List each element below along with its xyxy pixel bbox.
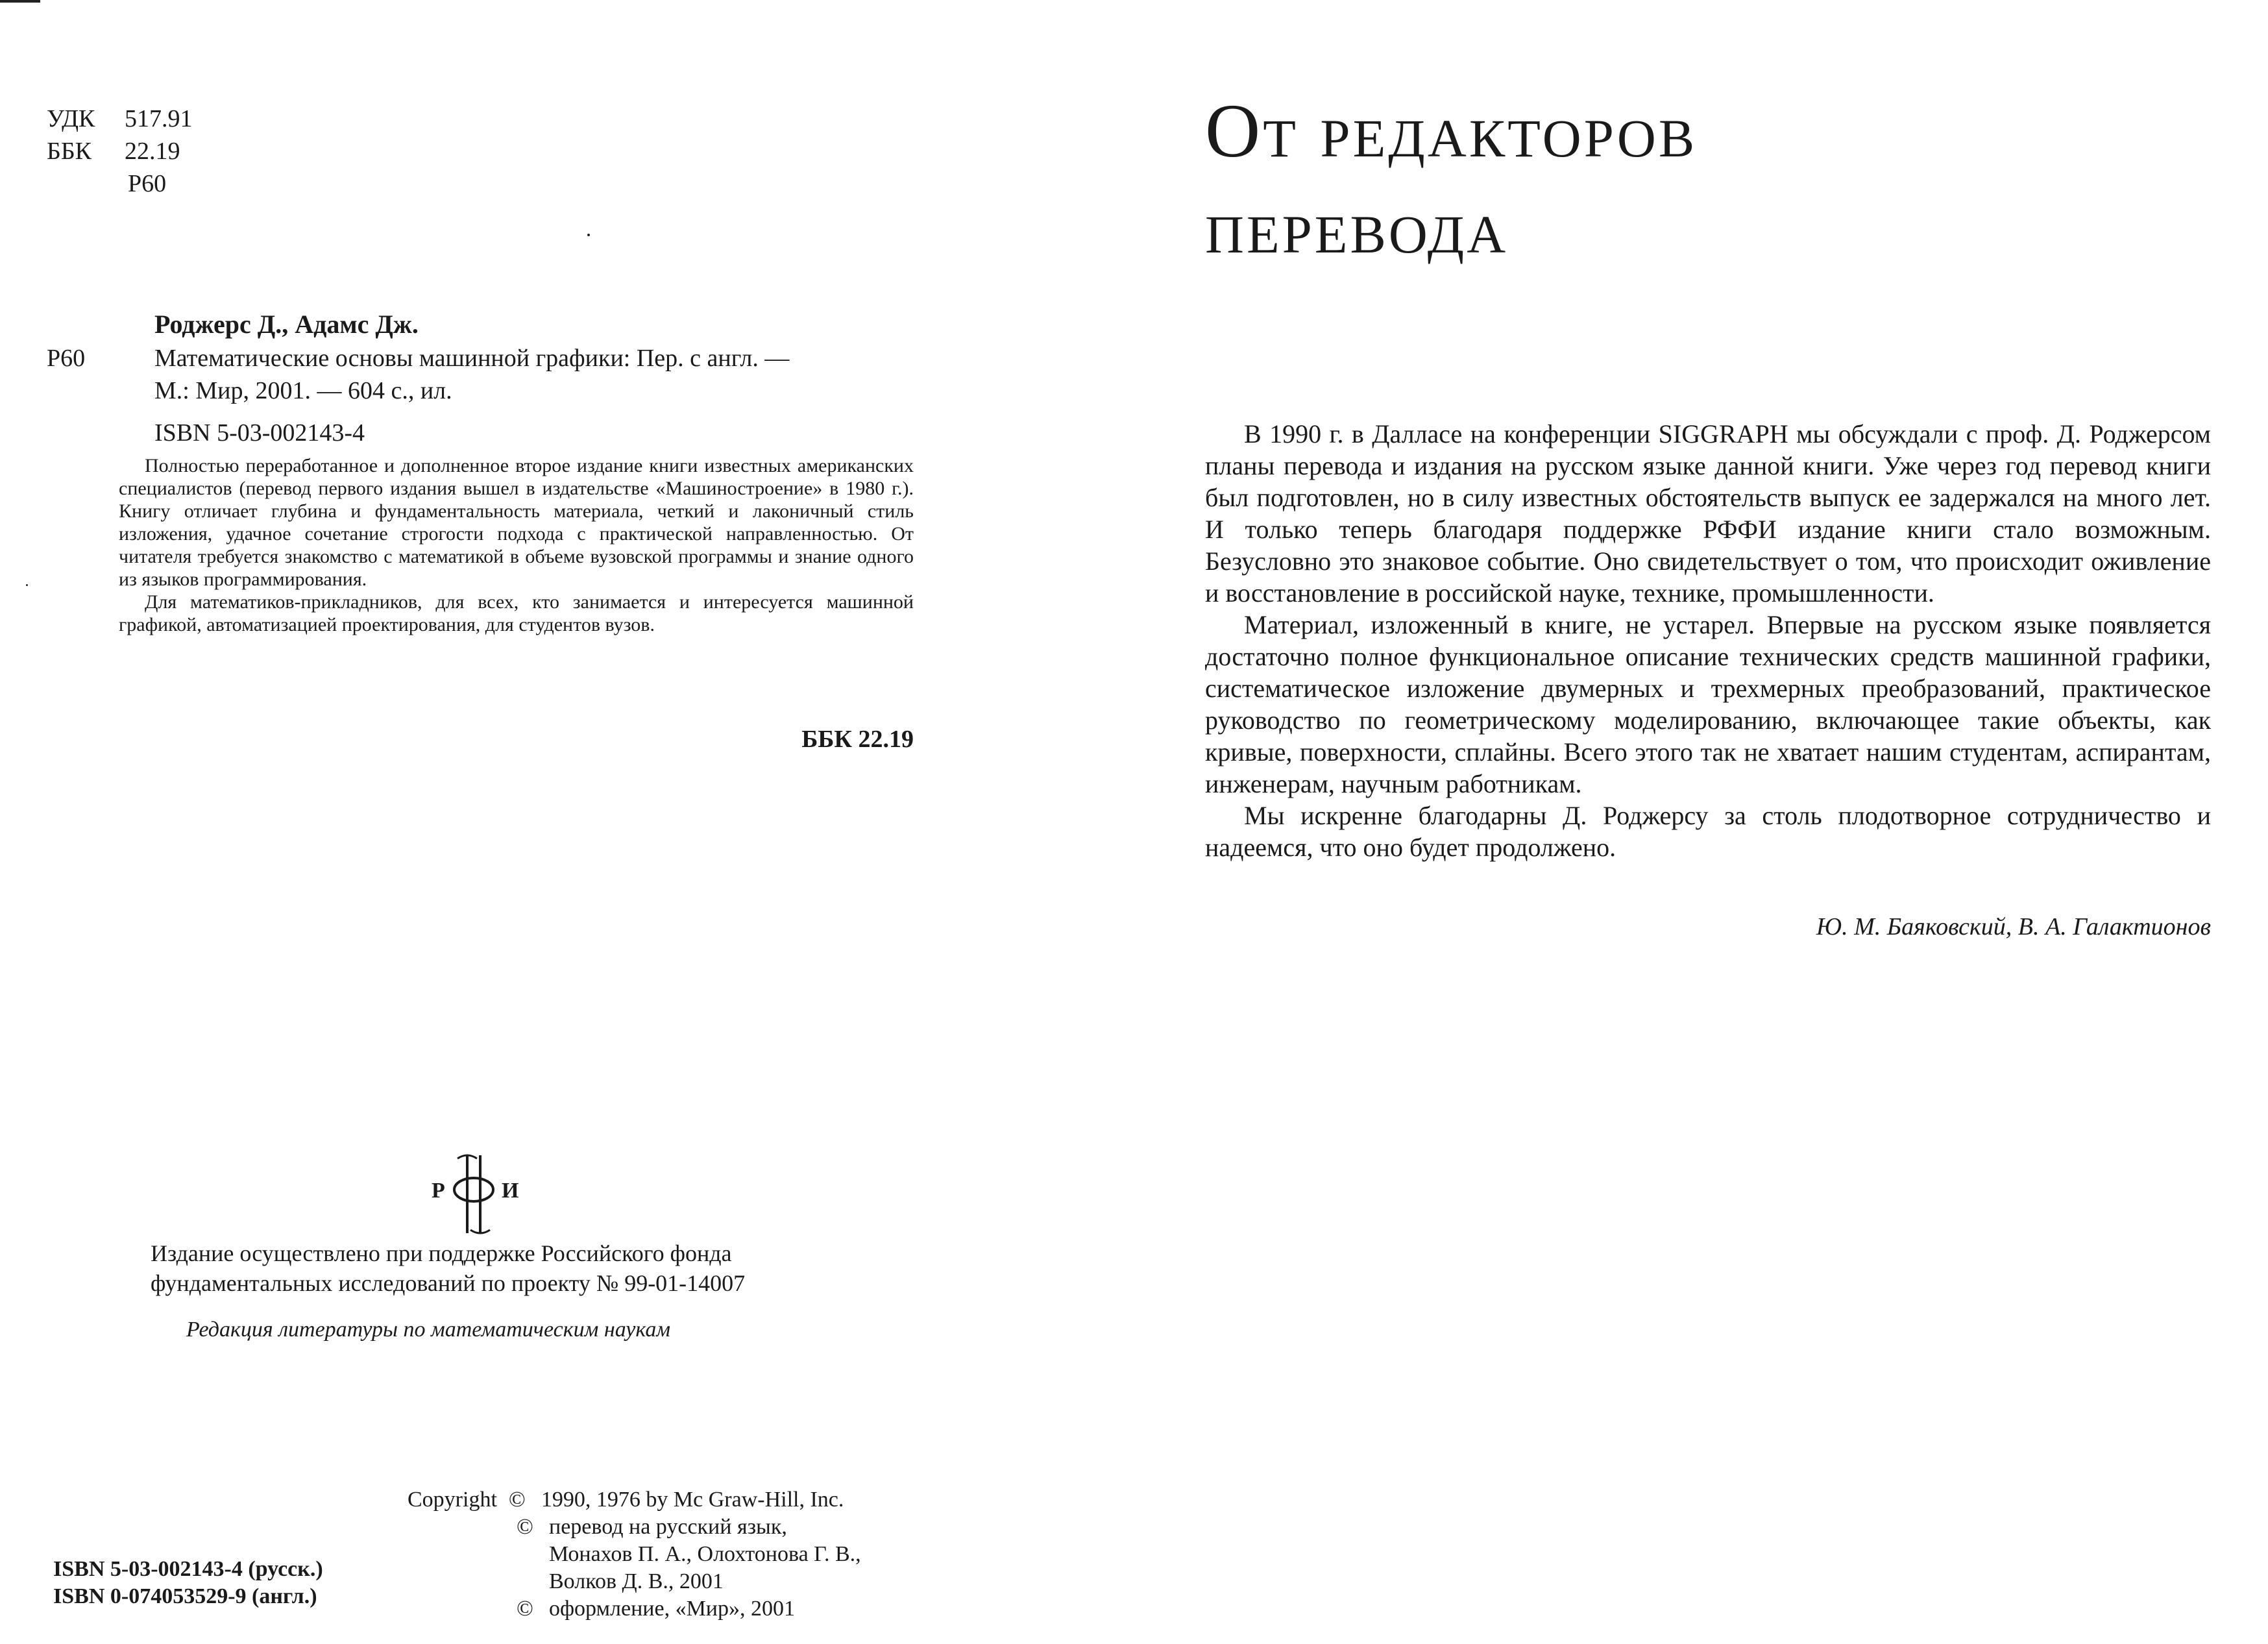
udk-row — [47, 103, 193, 135]
support-note — [151, 1238, 745, 1298]
support-line1: Издание осуществлено при поддержке Российского фонда — [151, 1240, 732, 1266]
copyright-row — [408, 1541, 861, 1568]
chapter-title-line2: перевода — [1205, 184, 1509, 269]
preface-body — [1205, 418, 2211, 863]
preface-paragraph: Мы искренне благодарны Д. Роджерсу за столь плодотворное сотрудничество и надеемся, что оно будет продолжено. — [1205, 801, 2211, 862]
annotation-paragraph: Для математиков-прикладников, для всех, кто занимается и интересуется машинной графикой, автоматизацией проектирования, для студентов вузов. — [119, 591, 914, 635]
logo-letter-i: И — [502, 1179, 519, 1203]
bib-title — [154, 342, 914, 407]
bib-code: Р60 — [47, 345, 86, 372]
redaction-note: Редакция литературы по математическим наукам — [186, 1318, 671, 1342]
copyright-line: оформление, «Мир», 2001 — [549, 1597, 795, 1621]
copyright-symbol: © — [508, 1488, 526, 1512]
bib-title-line2: М.: Мир, 2001. — 604 с., ил. — [154, 377, 452, 404]
copyright-block — [408, 1486, 861, 1623]
chapter-title-line1: От редакторов — [1205, 88, 1698, 173]
rffi-logo-icon — [419, 1152, 535, 1236]
bib-title-line1: Математические основы машинной графики: Пер. с англ. — — [154, 345, 790, 372]
udk-value: 517.91 — [125, 105, 193, 132]
copyright-line: Волков Д. В., 2001 — [549, 1569, 724, 1593]
bbk-value: 22.19 — [125, 138, 180, 165]
annotation — [119, 454, 914, 636]
copyright-row — [408, 1514, 861, 1541]
copyright-line: Монахов П. А., Олохтонова Г. В., — [549, 1542, 861, 1566]
copyright-line: перевод на русский язык, — [549, 1515, 787, 1539]
author-code-row — [47, 167, 193, 200]
annotation-paragraph: Полностью переработанное и дополненное второе издание книги известных американских специалистов (перевод первого издания вышел в издательстве «Машиностроение» в 1980 г.). Книгу отличает глубина и фундаментальность материала, четкий и лаконичный стиль изложения, удачное сочетание строгости подхода с практической направленностью. От читателя требуется знакомство с математикой в объеме вузовской программы и знание одного из языков программирования. — [119, 455, 914, 590]
copyright-row — [408, 1486, 861, 1514]
copyright-line: 1990, 1976 by Mc Graw-Hill, Inc. — [541, 1488, 844, 1512]
copyright-row — [408, 1568, 861, 1595]
logo-letter-r: Р — [432, 1179, 445, 1203]
preface-paragraph: В 1990 г. в Далласе на конференции SIGGRAPH мы обсуждали с проф. Д. Роджерсом планы перевода и издания на русском языке данной книги. Уже через год перевод книги был подготовлен, но в силу известных обстоятельств выпуск ее задержался на много лет. И только теперь благодаря поддержке РФФИ издание книги стало возможным. Безусловно это знаковое событие. Оно свидетельствует о том, что происходит оживление и восстановление в российской науке, технике, промышленности. — [1205, 419, 2211, 607]
bib-isbn: ISBN 5-03-002143-4 — [154, 419, 365, 447]
scan-speck — [26, 584, 28, 586]
preface-paragraph: Материал, изложенный в книге, не устарел. Впервые на русском языке появляется достаточно полное функциональное описание технических средств машинной графики, систематическое изложение двумерных и трехмерных преобразований, практическое руководство по геометрическому моделированию, включающее такие объекты, как кривые, поверхности, сплайны. Всего этого так не хватает нашим студентам, аспирантам, инженерам, научным работникам. — [1205, 610, 2211, 798]
right-page-preface — [1134, 0, 2268, 1644]
classification-block — [47, 103, 193, 200]
copyright-row — [408, 1595, 861, 1623]
udk-label: УДК — [47, 105, 95, 132]
copyright-symbol: © — [517, 1515, 533, 1539]
bbk-label: ББК — [47, 138, 91, 165]
isbn-russian: ISBN 5-03-002143-4 (русск.) — [53, 1557, 323, 1581]
scan-speck — [587, 234, 590, 236]
isbn-block — [53, 1556, 323, 1610]
copyright-symbol: © — [517, 1597, 533, 1621]
support-line2: фундаментальных исследований по проекту № 99-01-14007 — [151, 1270, 746, 1296]
isbn-english: ISBN 0-074053529-9 (англ.) — [53, 1584, 317, 1608]
bbk-row — [47, 135, 193, 167]
editors-signature: Ю. М. Баяковский, В. А. Галактионов — [1816, 913, 2211, 940]
rffi-logo — [419, 1152, 535, 1236]
copyright-label: Copyright — [408, 1488, 497, 1512]
author-code: Р60 — [128, 170, 167, 197]
chapter-title — [1205, 83, 1697, 275]
authors: Роджерс Д., Адамс Дж. — [154, 310, 419, 339]
bbk-index: ББК 22.19 — [801, 726, 914, 753]
